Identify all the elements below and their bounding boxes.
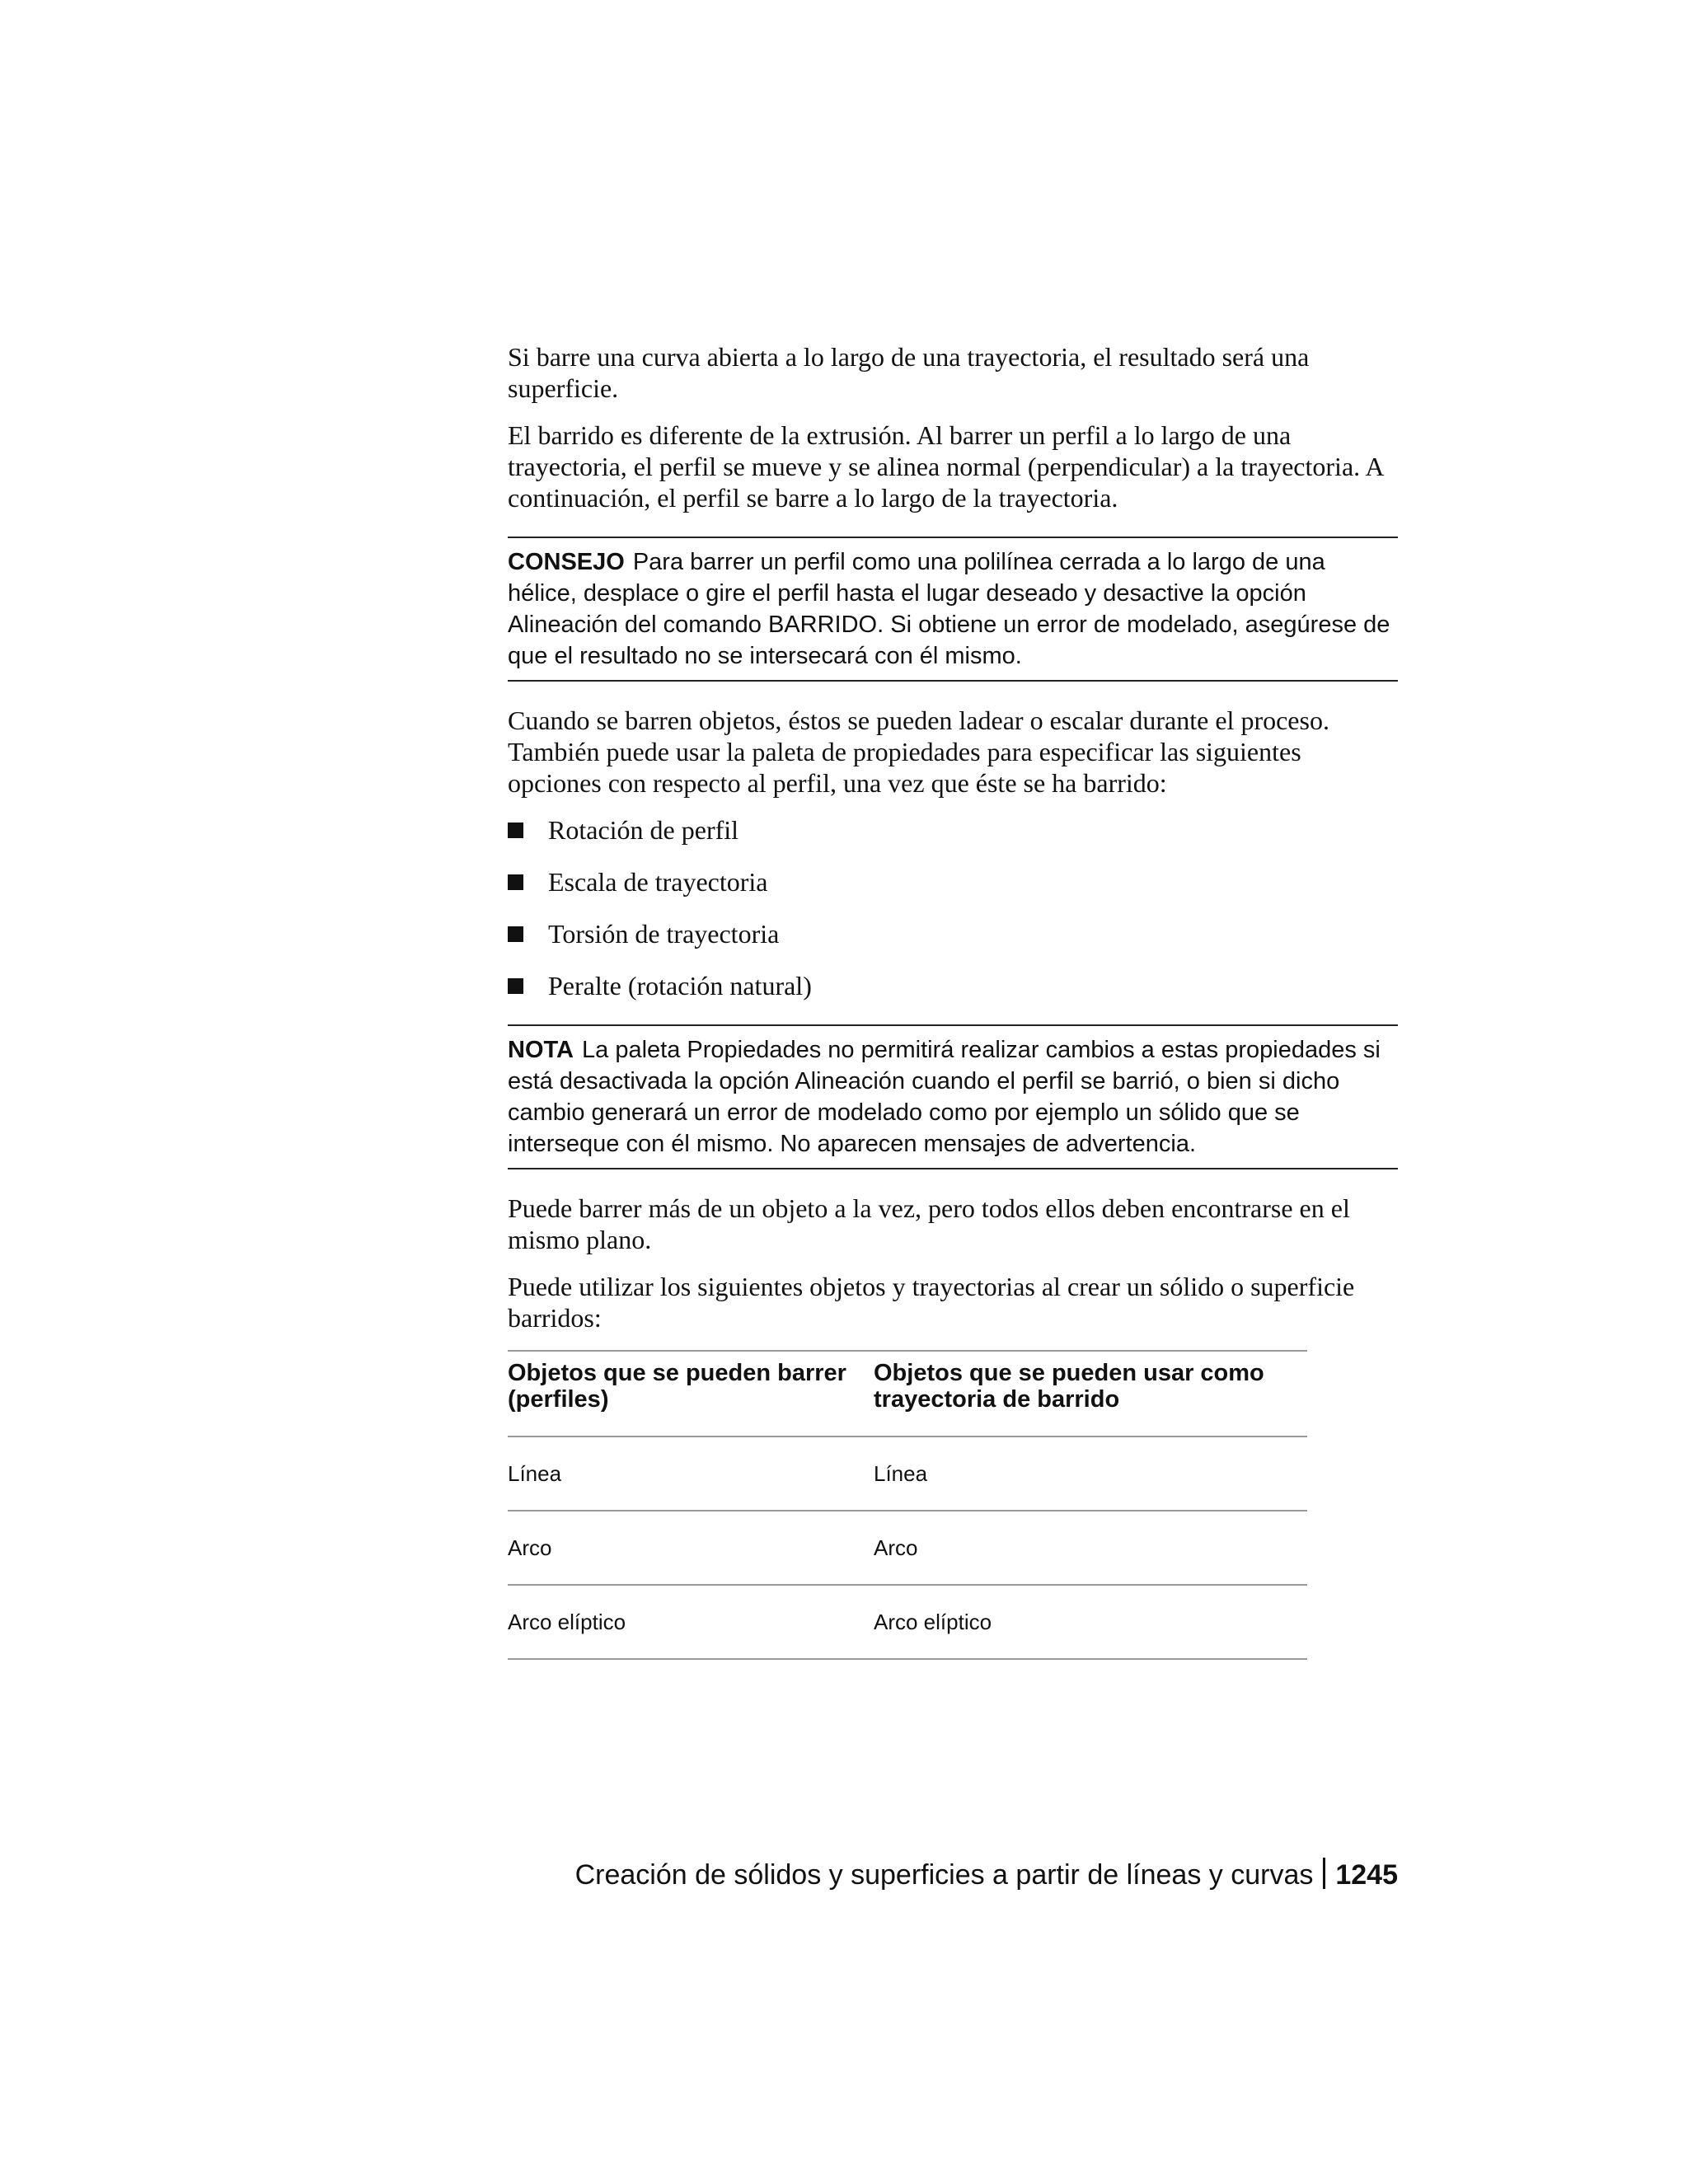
square-bullet-icon — [508, 823, 523, 838]
page-number: 1245 — [1335, 1859, 1398, 1891]
table-cell: Arco elíptico — [508, 1585, 874, 1659]
list-item — [508, 866, 1398, 898]
table-cell: Arco — [508, 1511, 874, 1585]
note-text: La paleta Propiedades no permitirá realizar cambios a estas propiedades si está desactivada la opción Alineación cuando el perfil se barrió, o bien si dicho cambio generará un error de modelado como por ejemplo un sólido que se interseque con él mismo. No aparecen mensajes de advertencia. — [508, 1037, 1381, 1157]
list-item — [508, 814, 1398, 846]
list-item-text: Rotación de perfil — [548, 815, 739, 845]
table-header-profiles: Objetos que se pueden barrer (perfiles) — [508, 1351, 874, 1436]
paragraph-sweep-options: Cuando se barren objetos, éstos se pueden ladear o escalar durante el proceso. También puede usar la paleta de propiedades para especificar las siguientes opciones con respecto al perfil, una vez que éste se ha barrido: — [508, 705, 1329, 798]
bullet-list — [508, 814, 1398, 1001]
list-item-text: Peralte (rotación natural) — [548, 971, 812, 1001]
paragraph-multiple-objects: Puede barrer más de un objeto a la vez, pero todos ellos deben encontrarse en el mismo plano. — [508, 1193, 1350, 1254]
list-item-text: Escala de trayectoria — [548, 867, 768, 897]
tip-callout — [508, 537, 1398, 682]
table-cell: Línea — [874, 1436, 1307, 1511]
square-bullet-icon — [508, 978, 523, 994]
square-bullet-icon — [508, 874, 523, 890]
paragraph-sweep-vs-extrude: El barrido es diferente de la extrusión. Al barrer un perfil a lo largo de una trayectoria, el perfil se mueve y se alinea normal (perpendicular) a la trayectoria. A continuación, el perfil se barre a lo largo de la trayectoria. — [508, 420, 1383, 513]
table-header-paths: Objetos que se pueden usar como trayectoria de barrido — [874, 1351, 1307, 1436]
table-row — [508, 1511, 1307, 1585]
note-label: NOTA — [508, 1037, 574, 1063]
list-item — [508, 918, 1398, 949]
square-bullet-icon — [508, 926, 523, 942]
paragraph-table-intro: Puede utilizar los siguientes objetos y trayectorias al crear un sólido o superficie barridos: — [508, 1272, 1355, 1333]
table-row — [508, 1436, 1307, 1511]
footer-separator — [1323, 1858, 1325, 1889]
tip-label: CONSEJO — [508, 549, 625, 575]
page-content — [508, 341, 1398, 1660]
sweep-objects-table — [508, 1350, 1307, 1660]
table-cell: Arco — [874, 1511, 1307, 1585]
paragraph-open-curve: Si barre una curva abierta a lo largo de una trayectoria, el resultado será una superficie. — [508, 342, 1310, 403]
table-header-row — [508, 1351, 1307, 1436]
table-row — [508, 1585, 1307, 1659]
note-callout — [508, 1024, 1398, 1169]
list-item-text: Torsión de trayectoria — [548, 919, 780, 949]
tip-text: Para barrer un perfil como una polilínea cerrada a lo largo de una hélice, desplace o gire el perfil hasta el lugar deseado y desactive la opción Alineación del comando BARRIDO. Si obtiene un error de modelado, asegúrese de que el resultado no se intersecará con él mismo. — [508, 549, 1390, 669]
footer-chapter-title: Creación de sólidos y superficies a partir de líneas y curvas — [574, 1859, 1314, 1891]
table-cell: Arco elíptico — [874, 1585, 1307, 1659]
table-cell: Línea — [508, 1436, 874, 1511]
list-item — [508, 970, 1398, 1001]
page-footer — [575, 1857, 1398, 1893]
